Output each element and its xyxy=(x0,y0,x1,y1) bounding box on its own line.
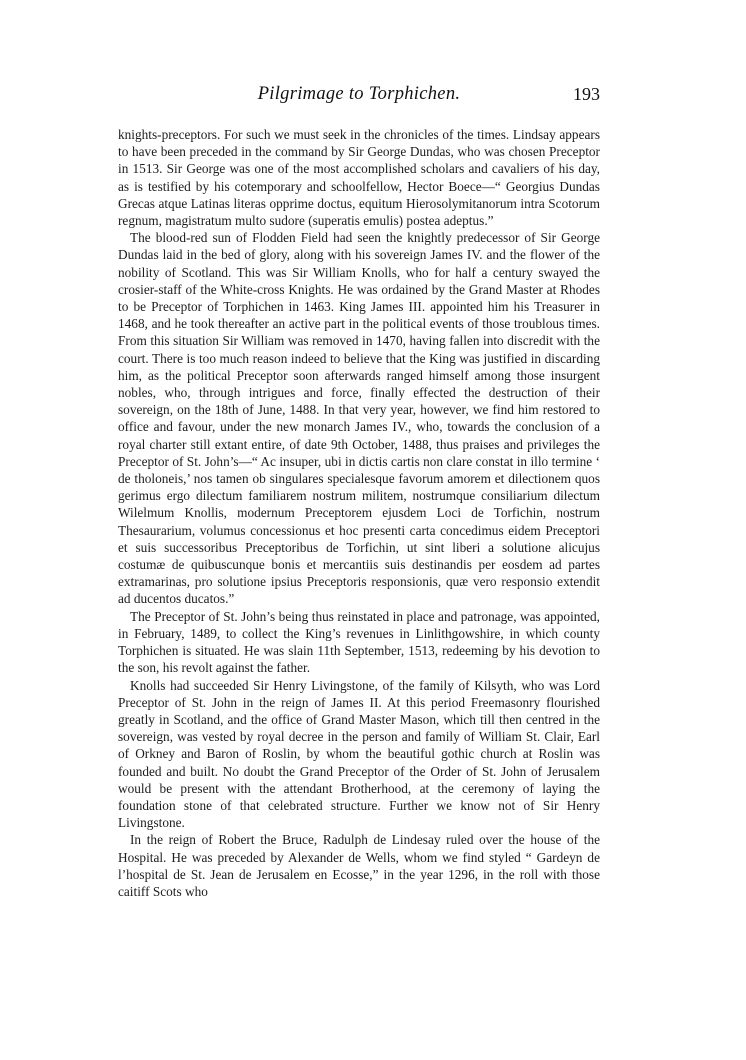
running-head xyxy=(118,84,600,110)
paragraph-reinstated: The Preceptor of St. John’s being thus reinstated in place and patronage, was appointed, in February, 1489, to collect the King’s revenues in Linlithgowshire, in which county Torphichen is situated. He was slain 11th September, 1513, redeeming by his devotion to the son, his revolt against the father. xyxy=(118,608,600,676)
paragraph-flodden: The blood-red sun of Flodden Field had seen the knightly predecessor of Sir George Dundas laid in the bed of glory, along with his sovereign James IV. and the flower of the nobility of Scotland. This was Sir William Knolls, who for half a century swayed the crosier-staff of the White-cross Knights. He was ordained by the Grand Master at Rhodes to be Preceptor of Torphichen in 1463. King James III. appointed him his Treasurer in 1468, and he took thereafter an active part in the political events of those troublous times. From this situation Sir William was removed in 1470, having fallen into discredit with the court. There is too much reason indeed to believe that the King was justified in discarding him, as the political Preceptor soon afterwards ranged himself among those insurgent nobles, who, through intrigues and force, finally effected the destruction of their sovereign, on the 18th of June, 1488. In that very year, however, we find him restored to office and favour, under the new monarch James IV., who, towards the conclusion of a royal charter still extant entire, of date 9th October, 1488, thus praises and privileges the Preceptor of St. John’s—“ Ac insuper, ubi in dictis cartis non clare constat in illo termine ‘ de tholoneis,’ nos tamen ob singulares specialesque favorum amorem et dilectionem quos gerimus ergo dilectum familiarem nostrum militem, nostrumque consiliarium dilectum Wilelmum Knollis, modernum Preceptorem ejusdem Loci de Torfichin, nostrum Thesaurarium, volumus concessionus et hoc presenti carta concedimus eidem Preceptori et suis successoribus Preceptoribus de Torfichin, ut sint liberi a solutione alicujus costumæ de quibuscunque bonis et mercantiis suis destinandis per eosdem ad partes extramarinas, pro solutione ipsius Preceptoris responsionis, quæ vero responsio extendit ad ducentos ducatos.” xyxy=(118,230,600,607)
paragraph-bruce: In the reign of Robert the Bruce, Radulph de Lindesay ruled over the house of the Hospital. He was preceded by Alexander de Wells, whom we find styled “ Gardeyn de l’hospital de St. Jean de Jerusalem en Ecosse,” in the year 1296, in the roll with those caitiff Scots who xyxy=(118,832,600,899)
paragraph-livingstone: Knolls had succeeded Sir Henry Livingstone, of the family of Kilsyth, who was Lord Preceptor of St. John in the reign of James II. At this period Freemasonry flourished greatly in Scotland, and the office of Grand Master Mason, which till then centred in the sovereign, was vested by royal decree in the person and family of William St. Clair, Earl of Orkney and Baron of Roslin, by whom the beautiful gothic church at Roslin was founded and built. No doubt the Grand Preceptor of the Order of St. John of Jerusalem would be present with the attendant Brotherhood, at the ceremony of laying the foundation stone of that celebrated structure. Further we know not of Sir Henry Livingstone. xyxy=(118,677,600,831)
running-title: Pilgrimage to Torphichen. xyxy=(257,84,461,104)
body-text xyxy=(118,126,600,900)
page-number: 193 xyxy=(573,84,600,104)
paragraph-continuation: knights-preceptors. For such we must seek in the chronicles of the times. Lindsay appears to have been preceded in the command by Sir George Dundas, who was chosen Preceptor in 1513. Sir George was one of the most accomplished scholars and cavaliers of his day, as is testified by his cotemporary and schoolfellow, Hector Boece—“ Georgius Dundas Grecas atque Latinas literas opprime doctus, equitum Hierosolymitanorum intra Scotorum regnum, magistratum multo sudore (superatis emulis) postea adeptus.” xyxy=(118,127,600,229)
